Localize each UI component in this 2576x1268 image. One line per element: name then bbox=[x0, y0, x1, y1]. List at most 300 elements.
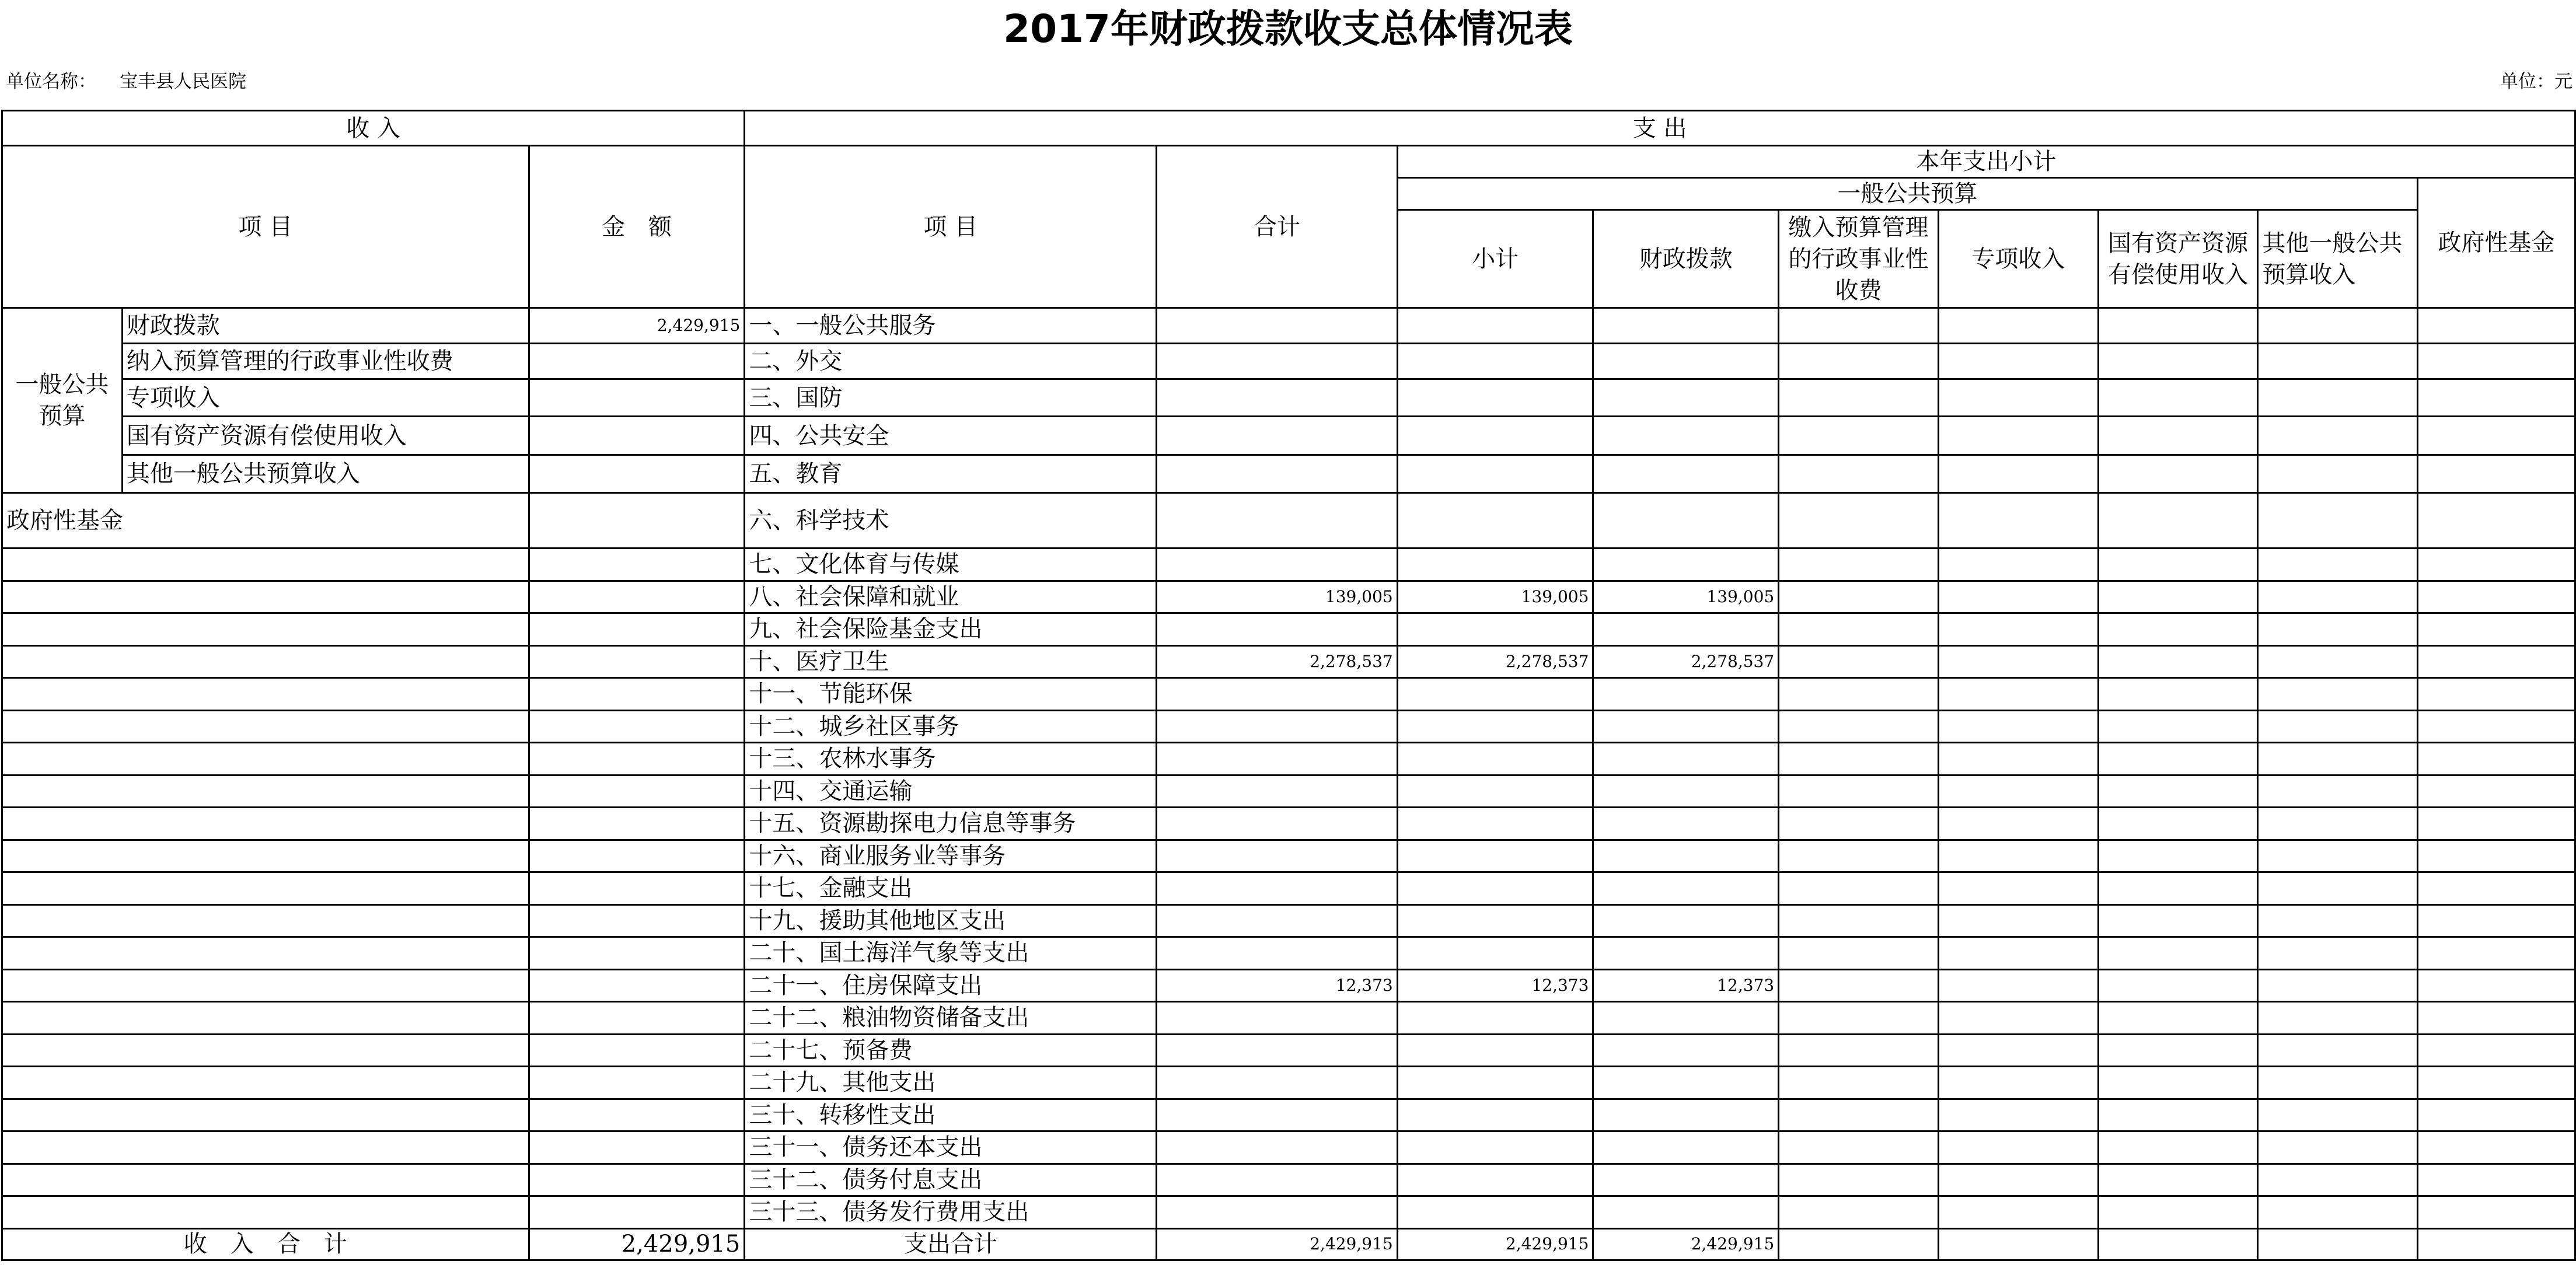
expense-gov-fund-cell bbox=[2418, 308, 2575, 344]
expense-state-asset-cell bbox=[2098, 613, 2258, 646]
expense-subtotal-cell bbox=[1397, 308, 1593, 344]
unit-name-label: 单位名称： bbox=[6, 71, 96, 92]
expense-special-cell bbox=[1938, 379, 2098, 417]
income-empty-cell bbox=[2, 743, 529, 776]
expense-gov-fund-cell bbox=[2418, 937, 2575, 970]
expense-state-asset-cell bbox=[2098, 775, 2258, 808]
expense-special-cell bbox=[1938, 1099, 2098, 1131]
expense-total-cell: 12,373 bbox=[1157, 969, 1398, 1002]
expense-other-general-cell bbox=[2258, 379, 2418, 417]
expense-fiscal-cell bbox=[1593, 840, 1779, 872]
income-empty-cell bbox=[2, 1164, 529, 1196]
expense-gov-fund-cell bbox=[2418, 493, 2575, 549]
expense-total-cell bbox=[1157, 904, 1398, 937]
income-amount-cell bbox=[529, 581, 745, 613]
expense-gov-fund-cell bbox=[2418, 613, 2575, 646]
expense-other-general-cell bbox=[2258, 645, 2418, 678]
expense-other-general-cell bbox=[2258, 1131, 2418, 1164]
expense-state-asset-cell bbox=[2098, 1067, 2258, 1099]
table-row bbox=[2, 417, 2575, 455]
table-row bbox=[2, 455, 2575, 493]
income-amount-cell bbox=[529, 840, 745, 872]
expense-other-general-cell bbox=[2258, 808, 2418, 840]
income-amount-cell bbox=[529, 417, 745, 455]
expense-gov-fund-cell bbox=[2418, 417, 2575, 455]
expense-special-cell bbox=[1938, 904, 2098, 937]
income-amount-cell: 2,429,915 bbox=[529, 308, 745, 344]
expense-special-cell bbox=[1938, 969, 2098, 1002]
expense-gov-fund-cell bbox=[2418, 549, 2575, 581]
expense-special-cell bbox=[1938, 493, 2098, 549]
expense-other-general-cell bbox=[2258, 493, 2418, 549]
expense-item-label: 三十、转移性支出 bbox=[745, 1099, 1157, 1131]
expense-subtotal-cell bbox=[1397, 1131, 1593, 1164]
income-amount-cell bbox=[529, 1196, 745, 1229]
expense-admin-fee-cell bbox=[1779, 808, 1939, 840]
expense-admin-fee-cell bbox=[1779, 308, 1939, 344]
expense-subtotal-cell bbox=[1397, 678, 1593, 711]
income-total-amount: 2,429,915 bbox=[529, 1228, 745, 1260]
unit-name bbox=[6, 70, 246, 93]
expense-total-cell bbox=[1157, 1034, 1398, 1067]
expense-state-asset-cell bbox=[2098, 379, 2258, 417]
table-row bbox=[2, 613, 2575, 646]
income-amount-cell bbox=[529, 1002, 745, 1035]
expense-state-asset-cell bbox=[2098, 904, 2258, 937]
expense-total-cell bbox=[1157, 1131, 1398, 1164]
expense-state-asset-cell bbox=[2098, 1164, 2258, 1196]
expense-item-label: 十四、交通运输 bbox=[745, 775, 1157, 808]
expense-fiscal-cell: 12,373 bbox=[1593, 969, 1779, 1002]
expense-special-cell bbox=[1938, 775, 2098, 808]
expense-other-general-cell bbox=[2258, 581, 2418, 613]
table-row bbox=[2, 493, 2575, 549]
table-row bbox=[2, 969, 2575, 1002]
expense-subtotal-cell bbox=[1397, 493, 1593, 549]
expense-other-general-cell bbox=[2258, 872, 2418, 905]
expense-item-label: 五、教育 bbox=[745, 455, 1157, 493]
expense-item-label: 八、社会保障和就业 bbox=[745, 581, 1157, 613]
expense-subtotal-cell bbox=[1397, 808, 1593, 840]
table-row bbox=[2, 1164, 2575, 1196]
subtotal-header: 小计 bbox=[1397, 210, 1593, 308]
expense-item-label: 二十七、预备费 bbox=[745, 1034, 1157, 1067]
income-amount-cell bbox=[529, 645, 745, 678]
income-amount-cell bbox=[529, 344, 745, 379]
expense-total-cell bbox=[1157, 1164, 1398, 1196]
table-row bbox=[2, 678, 2575, 711]
expense-special-cell bbox=[1938, 1164, 2098, 1196]
expense-state-asset-cell bbox=[2098, 872, 2258, 905]
expense-special-cell bbox=[1938, 417, 2098, 455]
income-amount-cell bbox=[529, 1131, 745, 1164]
expense-state-asset-cell bbox=[2098, 808, 2258, 840]
income-empty-cell bbox=[2, 710, 529, 743]
expense-admin-fee-cell bbox=[1779, 1002, 1939, 1035]
income-empty-cell bbox=[2, 775, 529, 808]
income-empty-cell bbox=[2, 1002, 529, 1035]
expense-gov-fund-cell bbox=[2418, 379, 2575, 417]
expense-subtotal-cell: 2,278,537 bbox=[1397, 645, 1593, 678]
expense-total-cell bbox=[1157, 1196, 1398, 1229]
expense-gov-fund-cell bbox=[2418, 808, 2575, 840]
expense-item-label: 三十三、债务发行费用支出 bbox=[745, 1196, 1157, 1229]
income-empty-cell bbox=[2, 969, 529, 1002]
expense-admin-fee-cell bbox=[1779, 969, 1939, 1002]
expense-gov-fund-cell bbox=[2418, 1067, 2575, 1099]
expense-total-cell bbox=[1157, 493, 1398, 549]
expense-other-general-cell bbox=[2258, 775, 2418, 808]
expense-total-cell bbox=[1157, 549, 1398, 581]
expense-gov-fund-cell bbox=[2418, 581, 2575, 613]
expense-total-cell bbox=[1157, 613, 1398, 646]
income-amount-cell bbox=[529, 743, 745, 776]
expense-item-label: 十二、城乡社区事务 bbox=[745, 710, 1157, 743]
expense-state-asset-cell bbox=[2098, 344, 2258, 379]
expense-admin-fee-cell bbox=[1779, 678, 1939, 711]
expense-state-asset-cell bbox=[2098, 1196, 2258, 1229]
expense-total-cell bbox=[1157, 1067, 1398, 1099]
expense-gov-fund-cell bbox=[2418, 645, 2575, 678]
year-subtotal-header: 本年支出小计 bbox=[1397, 146, 2575, 178]
income-amount-cell bbox=[529, 710, 745, 743]
expense-gov-fund-cell bbox=[2418, 1228, 2575, 1260]
expense-fiscal-cell bbox=[1593, 678, 1779, 711]
expense-other-general-cell bbox=[2258, 1034, 2418, 1067]
table-row bbox=[2, 1067, 2575, 1099]
table-row bbox=[2, 308, 2575, 344]
expense-fiscal-cell bbox=[1593, 808, 1779, 840]
expense-item-label: 十一、节能环保 bbox=[745, 678, 1157, 711]
expense-total-cell bbox=[1157, 775, 1398, 808]
table-row bbox=[2, 1099, 2575, 1131]
expense-subtotal-cell bbox=[1397, 775, 1593, 808]
total-header: 合计 bbox=[1157, 146, 1398, 308]
income-item-label: 国有资产资源有偿使用收入 bbox=[122, 417, 529, 455]
table-row bbox=[2, 775, 2575, 808]
expense-item-label: 三十二、债务付息支出 bbox=[745, 1164, 1157, 1196]
income-empty-cell bbox=[2, 904, 529, 937]
expense-total-cell bbox=[1157, 417, 1398, 455]
income-item-header: 项 目 bbox=[2, 146, 529, 308]
expense-subtotal-cell bbox=[1397, 455, 1593, 493]
budget-table bbox=[1, 110, 2576, 1261]
expense-admin-fee-cell bbox=[1779, 549, 1939, 581]
expense-fiscal-cell bbox=[1593, 1067, 1779, 1099]
expense-total-cell bbox=[1157, 840, 1398, 872]
expense-item-label: 二十九、其他支出 bbox=[745, 1067, 1157, 1099]
expense-total-cell bbox=[1157, 937, 1398, 970]
expense-total-cell bbox=[1157, 379, 1398, 417]
expense-state-asset-cell bbox=[2098, 455, 2258, 493]
expense-state-asset-cell bbox=[2098, 493, 2258, 549]
expense-item-label: 六、科学技术 bbox=[745, 493, 1157, 549]
expense-fiscal-cell bbox=[1593, 743, 1779, 776]
expense-state-asset-cell bbox=[2098, 937, 2258, 970]
income-amount-cell bbox=[529, 904, 745, 937]
expense-fiscal-cell bbox=[1593, 379, 1779, 417]
income-amount-cell bbox=[529, 872, 745, 905]
expense-other-general-cell bbox=[2258, 840, 2418, 872]
table-row bbox=[2, 904, 2575, 937]
income-item-label: 纳入预算管理的行政事业性收费 bbox=[122, 344, 529, 379]
expense-state-asset-cell bbox=[2098, 308, 2258, 344]
expense-special-cell bbox=[1938, 1002, 2098, 1035]
expense-fiscal-cell bbox=[1593, 1196, 1779, 1229]
expense-subtotal-cell bbox=[1397, 379, 1593, 417]
expense-admin-fee-cell bbox=[1779, 379, 1939, 417]
expense-other-general-cell bbox=[2258, 1002, 2418, 1035]
expense-item-label: 十六、商业服务业等事务 bbox=[745, 840, 1157, 872]
expense-special-cell bbox=[1938, 937, 2098, 970]
income-amount-cell bbox=[529, 1099, 745, 1131]
table-row bbox=[2, 840, 2575, 872]
expense-subtotal-cell bbox=[1397, 1099, 1593, 1131]
income-amount-cell bbox=[529, 775, 745, 808]
expense-fiscal-cell bbox=[1593, 1002, 1779, 1035]
expense-gov-fund-cell bbox=[2418, 904, 2575, 937]
expense-subtotal-cell bbox=[1397, 1002, 1593, 1035]
income-total-label: 收 入 合 计 bbox=[2, 1228, 529, 1260]
expense-total-cell bbox=[1157, 872, 1398, 905]
expense-item-label: 三、国防 bbox=[745, 379, 1157, 417]
expense-subtotal-cell bbox=[1397, 613, 1593, 646]
expense-other-general-cell bbox=[2258, 1228, 2418, 1260]
expense-gov-fund-cell bbox=[2418, 1002, 2575, 1035]
expense-subtotal-cell: 139,005 bbox=[1397, 581, 1593, 613]
expense-special-cell bbox=[1938, 344, 2098, 379]
expense-item-label: 十九、援助其他地区支出 bbox=[745, 904, 1157, 937]
expense-total-cell bbox=[1157, 808, 1398, 840]
expense-subtotal-cell bbox=[1397, 1196, 1593, 1229]
expense-fiscal-cell bbox=[1593, 417, 1779, 455]
expense-total-cell bbox=[1157, 455, 1398, 493]
expense-subtotal-cell bbox=[1397, 904, 1593, 937]
expense-total-cell bbox=[1157, 344, 1398, 379]
expense-admin-fee-cell bbox=[1779, 710, 1939, 743]
expense-subtotal-cell bbox=[1397, 1034, 1593, 1067]
expense-other-general-cell bbox=[2258, 937, 2418, 970]
expense-total-cell bbox=[1157, 743, 1398, 776]
table-row bbox=[2, 808, 2575, 840]
expense-gov-fund-cell bbox=[2418, 455, 2575, 493]
expense-other-general-cell bbox=[2258, 455, 2418, 493]
expense-state-asset-cell bbox=[2098, 678, 2258, 711]
gov-fund-header: 政府性基金 bbox=[2418, 178, 2575, 308]
expense-special-cell bbox=[1938, 840, 2098, 872]
expense-admin-fee-cell bbox=[1779, 417, 1939, 455]
expense-subtotal-cell bbox=[1397, 417, 1593, 455]
table-row bbox=[2, 710, 2575, 743]
expense-grand-fiscal: 2,429,915 bbox=[1593, 1228, 1779, 1260]
income-amount-cell bbox=[529, 678, 745, 711]
income-amount-cell bbox=[529, 969, 745, 1002]
income-amount-cell bbox=[529, 808, 745, 840]
unit-name-value: 宝丰县人民医院 bbox=[120, 71, 246, 92]
income-item-label: 其他一般公共预算收入 bbox=[122, 455, 529, 493]
expense-gov-fund-cell bbox=[2418, 1131, 2575, 1164]
expense-special-cell bbox=[1938, 581, 2098, 613]
header-row-1 bbox=[2, 111, 2575, 146]
expense-special-cell bbox=[1938, 872, 2098, 905]
expense-fiscal-cell bbox=[1593, 710, 1779, 743]
expense-other-general-cell bbox=[2258, 710, 2418, 743]
expense-item-label: 二十二、粮油物资储备支出 bbox=[745, 1002, 1157, 1035]
expense-grand-total: 2,429,915 bbox=[1157, 1228, 1398, 1260]
expense-special-cell bbox=[1938, 1034, 2098, 1067]
expense-special-cell bbox=[1938, 613, 2098, 646]
expense-subtotal-cell bbox=[1397, 549, 1593, 581]
expense-item-label: 二、外交 bbox=[745, 344, 1157, 379]
income-empty-cell bbox=[2, 645, 529, 678]
expense-header: 支 出 bbox=[745, 111, 2575, 146]
expense-special-cell bbox=[1938, 549, 2098, 581]
income-header: 收 入 bbox=[2, 111, 745, 146]
expense-admin-fee-cell bbox=[1779, 937, 1939, 970]
expense-special-cell bbox=[1938, 1196, 2098, 1229]
expense-fiscal-cell bbox=[1593, 937, 1779, 970]
expense-other-general-cell bbox=[2258, 969, 2418, 1002]
income-empty-cell bbox=[2, 1196, 529, 1229]
expense-special-cell bbox=[1938, 808, 2098, 840]
expense-gov-fund-cell bbox=[2418, 840, 2575, 872]
expense-total-label: 支出合计 bbox=[745, 1228, 1157, 1260]
header-row-2 bbox=[2, 146, 2575, 178]
income-empty-cell bbox=[2, 613, 529, 646]
expense-admin-fee-cell bbox=[1779, 872, 1939, 905]
income-empty-cell bbox=[2, 1099, 529, 1131]
expense-other-general-cell bbox=[2258, 1196, 2418, 1229]
expense-fiscal-cell bbox=[1593, 613, 1779, 646]
income-amount-cell bbox=[529, 937, 745, 970]
expense-state-asset-cell bbox=[2098, 1034, 2258, 1067]
expense-admin-fee-cell bbox=[1779, 613, 1939, 646]
table-row bbox=[2, 549, 2575, 581]
expense-state-asset-cell bbox=[2098, 969, 2258, 1002]
expense-special-cell bbox=[1938, 645, 2098, 678]
expense-state-asset-cell bbox=[2098, 417, 2258, 455]
expense-other-general-cell bbox=[2258, 1067, 2418, 1099]
expense-other-general-cell bbox=[2258, 743, 2418, 776]
expense-fiscal-cell bbox=[1593, 308, 1779, 344]
expense-special-cell bbox=[1938, 678, 2098, 711]
expense-admin-fee-cell bbox=[1779, 344, 1939, 379]
expense-item-label: 二十一、住房保障支出 bbox=[745, 969, 1157, 1002]
expense-admin-fee-cell bbox=[1779, 493, 1939, 549]
table-row bbox=[2, 1002, 2575, 1035]
expense-admin-fee-cell bbox=[1779, 1034, 1939, 1067]
expense-other-general-cell bbox=[2258, 344, 2418, 379]
income-empty-cell bbox=[2, 678, 529, 711]
income-empty-cell bbox=[2, 1067, 529, 1099]
currency-unit: 单位：元 bbox=[2500, 71, 2572, 92]
income-empty-cell bbox=[2, 1131, 529, 1164]
expense-subtotal-cell bbox=[1397, 344, 1593, 379]
table-row bbox=[2, 1131, 2575, 1164]
general-budget-header: 一般公共预算 bbox=[1397, 178, 2417, 210]
expense-item-label: 四、公共安全 bbox=[745, 417, 1157, 455]
expense-item-label: 十、医疗卫生 bbox=[745, 645, 1157, 678]
expense-state-asset-cell bbox=[2098, 1099, 2258, 1131]
income-amount-cell bbox=[529, 1164, 745, 1196]
income-empty-cell bbox=[2, 1034, 529, 1067]
expense-item-label: 七、文化体育与传媒 bbox=[745, 549, 1157, 581]
table-row bbox=[2, 937, 2575, 970]
table-row bbox=[2, 645, 2575, 678]
table-row bbox=[2, 581, 2575, 613]
expense-subtotal-cell bbox=[1397, 710, 1593, 743]
income-amount-cell bbox=[529, 493, 745, 549]
expense-item-header: 项 目 bbox=[745, 146, 1157, 308]
income-empty-cell bbox=[2, 808, 529, 840]
expense-gov-fund-cell bbox=[2418, 1164, 2575, 1196]
expense-admin-fee-cell bbox=[1779, 775, 1939, 808]
expense-item-label: 十七、金融支出 bbox=[745, 872, 1157, 905]
income-amount-cell bbox=[529, 379, 745, 417]
expense-gov-fund-cell bbox=[2418, 872, 2575, 905]
expense-special-cell bbox=[1938, 1131, 2098, 1164]
expense-fiscal-cell bbox=[1593, 344, 1779, 379]
income-empty-cell bbox=[2, 937, 529, 970]
expense-subtotal-cell bbox=[1397, 872, 1593, 905]
table-row bbox=[2, 1196, 2575, 1229]
expense-state-asset-cell bbox=[2098, 840, 2258, 872]
expense-admin-fee-cell bbox=[1779, 904, 1939, 937]
expense-other-general-cell bbox=[2258, 1099, 2418, 1131]
expense-admin-fee-cell bbox=[1779, 1099, 1939, 1131]
expense-item-label: 九、社会保险基金支出 bbox=[745, 613, 1157, 646]
income-empty-cell bbox=[2, 840, 529, 872]
expense-total-cell bbox=[1157, 1002, 1398, 1035]
expense-admin-fee-cell bbox=[1779, 1131, 1939, 1164]
expense-other-general-cell bbox=[2258, 308, 2418, 344]
income-item-label: 财政拨款 bbox=[122, 308, 529, 344]
expense-fiscal-cell bbox=[1593, 1131, 1779, 1164]
expense-admin-fee-cell bbox=[1779, 1164, 1939, 1196]
expense-fiscal-cell bbox=[1593, 549, 1779, 581]
expense-subtotal-cell bbox=[1397, 743, 1593, 776]
expense-fiscal-cell bbox=[1593, 775, 1779, 808]
expense-item-label: 十三、农林水事务 bbox=[745, 743, 1157, 776]
admin-fee-header: 缴入预算管理的行政事业性收费 bbox=[1779, 210, 1939, 308]
income-item-label: 专项收入 bbox=[122, 379, 529, 417]
expense-subtotal-cell: 12,373 bbox=[1397, 969, 1593, 1002]
expense-gov-fund-cell bbox=[2418, 743, 2575, 776]
expense-admin-fee-cell bbox=[1779, 645, 1939, 678]
expense-total-cell bbox=[1157, 678, 1398, 711]
expense-fiscal-cell bbox=[1593, 1164, 1779, 1196]
expense-admin-fee-cell bbox=[1779, 455, 1939, 493]
expense-item-label: 三十一、债务还本支出 bbox=[745, 1131, 1157, 1164]
expense-state-asset-cell bbox=[2098, 1131, 2258, 1164]
expense-subtotal-cell bbox=[1397, 840, 1593, 872]
expense-item-label: 一、一般公共服务 bbox=[745, 308, 1157, 344]
expense-admin-fee-cell bbox=[1779, 581, 1939, 613]
expense-total-cell: 2,278,537 bbox=[1157, 645, 1398, 678]
expense-admin-fee-cell bbox=[1779, 1067, 1939, 1099]
expense-gov-fund-cell bbox=[2418, 1196, 2575, 1229]
expense-gov-fund-cell bbox=[2418, 1099, 2575, 1131]
expense-gov-fund-cell bbox=[2418, 1034, 2575, 1067]
state-asset-header: 国有资产资源有偿使用收入 bbox=[2098, 210, 2258, 308]
expense-fiscal-cell bbox=[1593, 1034, 1779, 1067]
expense-fiscal-cell bbox=[1593, 455, 1779, 493]
expense-fiscal-cell bbox=[1593, 872, 1779, 905]
expense-special-cell bbox=[1938, 743, 2098, 776]
expense-state-asset-cell bbox=[2098, 549, 2258, 581]
expense-total-cell bbox=[1157, 1099, 1398, 1131]
expense-other-general-cell bbox=[2258, 417, 2418, 455]
